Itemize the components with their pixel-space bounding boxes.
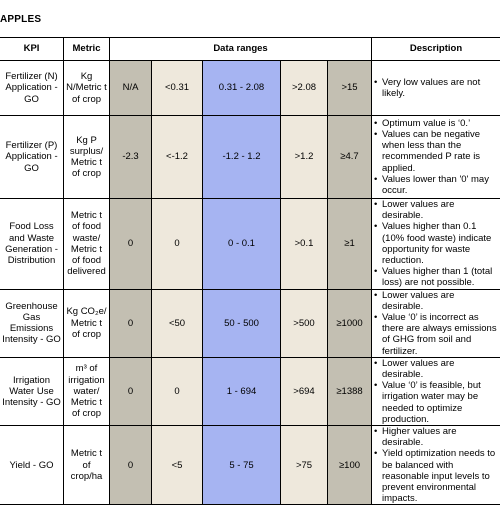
description-bullet: • Lower values are desirable. [374,358,498,380]
range-cell-4: >75 [281,426,328,505]
range-cell-5: ≥1000 [328,289,372,357]
range-cell-2: 0 [152,357,203,425]
kpi-data-ranges-table [0,37,500,505]
description-list [374,426,498,504]
kpi-cell: Fertilizer (P) Application - GO [0,116,64,199]
range-cell-2: 0 [152,199,203,290]
description-bullet: • Higher values are desirable. [374,426,498,448]
table-row [0,199,500,290]
kpi-cell: Irrigation Water Use Intensity - GO [0,357,64,425]
range-cell-5: ≥1 [328,199,372,290]
range-cell-2: <50 [152,289,203,357]
range-cell-4: >694 [281,357,328,425]
metric-cell: Kg CO₂e/ Metric t of crop [64,289,110,357]
description-bullet: • Very low values are not likely. [374,77,498,99]
description-header: Description [372,38,500,61]
range-cell-4: >2.08 [281,61,328,116]
table-row [0,426,500,505]
metric-cell: Metric t of food waste/ Metric t of food delivered [64,199,110,290]
range-cell-5: ≥1388 [328,357,372,425]
description-list [374,290,498,357]
range-cell-3: -1.2 - 1.2 [203,116,281,199]
header-row [0,38,500,61]
description-cell [372,357,500,425]
range-cell-3: 0.31 - 2.08 [203,61,281,116]
metric-header: Metric [64,38,110,61]
table-row [0,289,500,357]
kpi-header: KPI [0,38,64,61]
description-list [374,199,498,289]
table-row [0,357,500,425]
description-list [374,77,498,99]
table-row [0,116,500,199]
description-list [374,118,498,196]
range-cell-3: 5 - 75 [203,426,281,505]
range-cell-2: <0.31 [152,61,203,116]
description-bullet: • Values higher than 1 (total loss) are not possible. [374,266,498,288]
range-cell-5: ≥4.7 [328,116,372,199]
range-cell-4: >1.2 [281,116,328,199]
kpi-cell: Yield - GO [0,426,64,505]
table-heading: APPLES [0,14,42,25]
description-list [374,358,498,425]
description-cell [372,61,500,116]
range-cell-1: 0 [110,289,152,357]
range-cell-3: 50 - 500 [203,289,281,357]
description-cell [372,426,500,505]
metric-cell: m³ of irrigation water/ Metric t of crop [64,357,110,425]
metric-cell: Metric t of crop/ha [64,426,110,505]
metric-cell: Kg P surplus/ Metric t of crop [64,116,110,199]
description-bullet: • Value ‘0’ is incorrect as there are always emissions of GHG from soil and fertilizer. [374,312,498,357]
range-cell-3: 0 - 0.1 [203,199,281,290]
description-bullet: • Lower values are desirable. [374,199,498,221]
description-bullet: • Yield optimization needs to be balanced with reasonable input levels to prevent environmental impacts. [374,448,498,504]
kpi-cell: Fertilizer (N) Application - GO [0,61,64,116]
data-ranges-header: Data ranges [110,38,372,61]
table-row [0,61,500,116]
range-cell-4: >500 [281,289,328,357]
description-bullet: • Value ‘0’ is feasible, but irrigation water may be needed to optimize production. [374,380,498,425]
range-cell-1: 0 [110,199,152,290]
range-cell-2: <-1.2 [152,116,203,199]
description-cell [372,289,500,357]
range-cell-1: 0 [110,357,152,425]
description-cell [372,116,500,199]
description-bullet: • Values can be negative when less than the recommended P rate is applied. [374,129,498,174]
metric-cell: Kg N/Metric t of crop [64,61,110,116]
range-cell-4: >0.1 [281,199,328,290]
range-cell-1: -2.3 [110,116,152,199]
description-bullet: • Optimum value is ‘0.’ [374,118,498,129]
description-cell [372,199,500,290]
kpi-cell: Food Loss and Waste Generation - Distribution [0,199,64,290]
description-bullet: • Values higher than 0.1 (10% food waste) indicate opportunity for waste reduction. [374,221,498,266]
description-bullet: • Lower values are desirable. [374,290,498,312]
range-cell-2: <5 [152,426,203,505]
range-cell-5: >15 [328,61,372,116]
range-cell-1: 0 [110,426,152,505]
range-cell-1: N/A [110,61,152,116]
range-cell-5: ≥100 [328,426,372,505]
kpi-cell: Greenhouse Gas Emissions Intensity - GO [0,289,64,357]
description-bullet: • Values lower than '0' may occur. [374,174,498,196]
range-cell-3: 1 - 694 [203,357,281,425]
